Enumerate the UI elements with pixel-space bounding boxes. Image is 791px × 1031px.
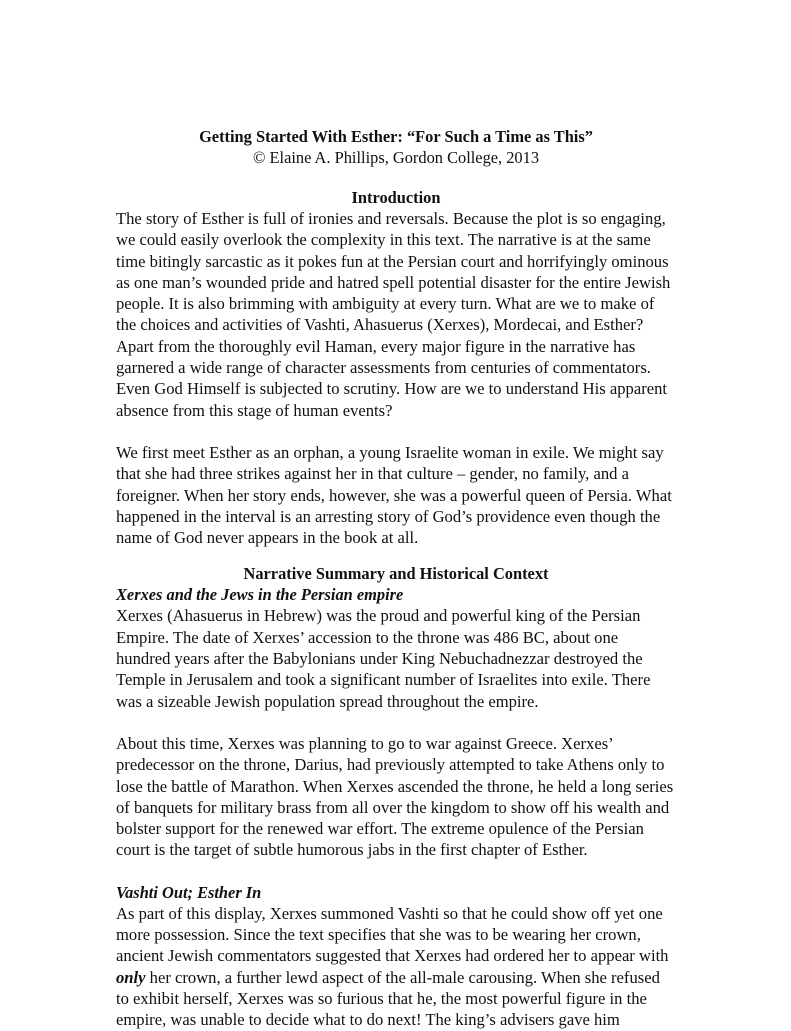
document-title: Getting Started With Esther: “For Such a Time as This” <box>199 127 593 146</box>
xerxes-paragraph-2: About this time, Xerxes was planning to go to war against Greece. Xerxes’ predecessor on the throne, Darius, had previously attempted to take Athens only to lose the battle of Marathon. When Xerxes ascended the throne, he held a long series of banquets for military brass from all over the kingdom to show off his wealth and bolster support for the renewed war effort. The extreme opulence of the Persian court is the target of subtle humorous jabs in the first chapter of Esther. <box>116 733 674 860</box>
xerxes-paragraph-1: Xerxes (Ahasuerus in Hebrew) was the proud and powerful king of the Persian Empire. The date of Xerxes’ accession to the throne was 486 BC, about one hundred years after the Babylonians under King Nebuchadnezzar destroyed the Temple in Jerusalem and took a significant number of Israelites into exile. There was a sizeable Jewish population spread throughout the empire. <box>116 606 651 711</box>
narrative-summary-heading: Narrative Summary and Historical Context <box>243 564 549 584</box>
copyright-line: © Elaine A. Phillips, Gordon College, 2013 <box>252 148 540 167</box>
intro-paragraph-2: We first meet Esther as an orphan, a young Israelite woman in exile. We might say that she had three strikes against her in that culture – gender, no family, and a foreigner. When her story ends, however, she was a powerful queen of Persia. What happened in the interval is an arresting story of God’s providence even though the name of God never appears in the book at all. <box>116 442 672 548</box>
xerxes-section-subheading: Xerxes and the Jews in the Persian empire <box>116 585 404 605</box>
vashti-paragraph <box>116 903 676 1031</box>
emphasis-only: only <box>116 967 146 987</box>
vashti-section-subheading: Vashti Out; Esther In <box>116 882 262 902</box>
page-content <box>116 126 676 1031</box>
intro-paragraph-1: The story of Esther is full of ironies and reversals. Because the plot is so engaging, we could easily overlook the complexity in this text. The narrative is at the same time bitingly sarcastic as it pokes fun at the Persian court and horrifyingly ominous as one man’s wounded pride and hatred spell potential disaster for the entire Jewish people. It is also brimming with ambiguity at every turn. What are we to make of the choices and activities of Vashti, Ahasuerus (Xerxes), Mordecai, and Esther? Apart from the thoroughly evil Haman, every major figure in the narrative has garnered a wide range of character assessments from centuries of commentators. Even God Himself is subjected to scrutiny. How are we to understand His apparent absence from this stage of human events? <box>116 209 671 420</box>
introduction-heading: Introduction <box>351 188 441 207</box>
vashti-text-after: her crown, a further lewd aspect of the all-male carousing. When she refused to exhibit herself, Xerxes was so furious that he, the most powerful figure in the empire, was unable to decide what to do next! The king’s advisers gave him <box>116 967 660 1030</box>
vashti-text-before: As part of this display, Xerxes summoned Vashti so that he could show off yet one more possession. Since the text specifies that she was to be wearing her crown, ancient Jewish commentators suggested that Xerxes had ordered her to appear with <box>116 903 669 966</box>
